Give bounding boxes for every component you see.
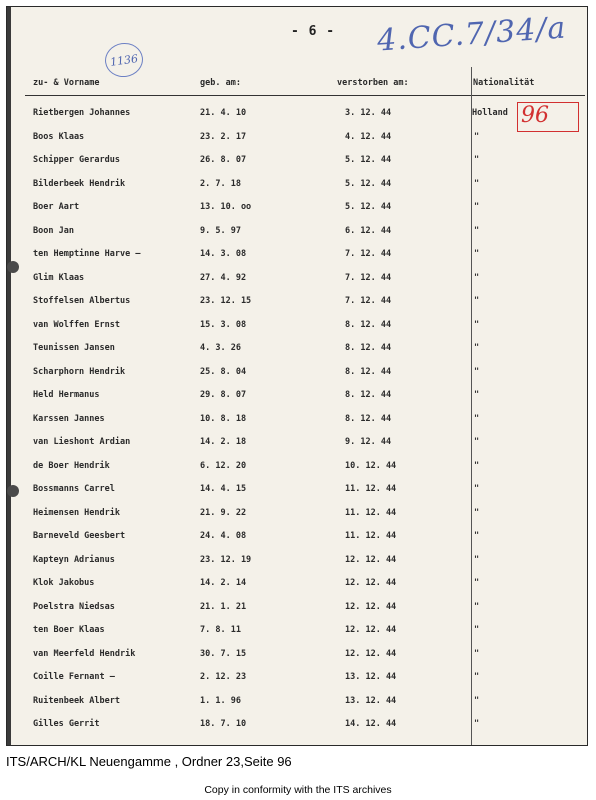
table-row [7, 343, 588, 359]
cell-died: 11. 12. 44 [345, 484, 397, 494]
table-row [7, 672, 588, 688]
cell-name: Schipper Gerardus [33, 155, 120, 165]
cell-died: 3. 12. 44 [345, 108, 392, 118]
table-row [7, 578, 588, 594]
cell-nationality: " [474, 272, 480, 283]
cell-born: 29. 8. 07 [200, 390, 247, 400]
cell-died: 12. 12. 44 [345, 578, 397, 588]
table-row [7, 508, 588, 524]
cell-born: 21. 9. 22 [200, 507, 247, 518]
header-born: geb. am: [200, 78, 241, 88]
cell-name: van Wolffen Ernst [33, 319, 120, 330]
cell-born: 1. 1. 96 [200, 695, 241, 706]
cell-name: Boon Jan [33, 225, 74, 236]
cell-name: Coille Fernant — [33, 672, 115, 682]
table-row [7, 461, 588, 477]
cell-nationality: " [474, 507, 480, 518]
cell-born: 14. 2. 14 [200, 578, 247, 588]
cell-name: Boer Aart [33, 202, 80, 212]
cell-born: 14. 4. 15 [200, 484, 247, 494]
table-row [7, 484, 588, 500]
cell-name: van Meerfeld Hendrik [33, 648, 136, 659]
cell-died: 8. 12. 44 [345, 390, 392, 400]
cell-born: 23. 2. 17 [200, 131, 247, 142]
cell-nationality: " [474, 131, 480, 142]
table-row [7, 625, 588, 641]
cell-born: 26. 8. 07 [200, 155, 247, 165]
cell-name: Poelstra Niedsas [33, 601, 115, 612]
cell-nationality: " [474, 249, 480, 259]
handwritten-reference: 4.CC.7/34/a [376, 10, 568, 59]
cell-died: 7. 12. 44 [345, 249, 392, 259]
cell-born: 4. 3. 26 [200, 343, 241, 353]
cell-born: 6. 12. 20 [200, 460, 247, 471]
cell-name: Heimensen Hendrik [33, 507, 120, 518]
cell-born: 13. 10. oo [200, 202, 252, 212]
cell-nationality: " [474, 578, 480, 588]
cell-nationality: " [474, 343, 480, 353]
cell-born: 14. 3. 08 [200, 249, 247, 259]
cell-nationality: " [474, 437, 480, 447]
footer-source: ITS/ARCH/KL Neuengamme , Ordner 23,Seite 96 [6, 754, 292, 769]
cell-born: 23. 12. 19 [200, 554, 252, 565]
cell-name: Gilles Gerrit [33, 719, 100, 729]
cell-died: 13. 12. 44 [345, 695, 397, 706]
cell-nationality: " [474, 296, 480, 306]
cell-nationality: " [474, 225, 480, 236]
cell-born: 25. 8. 04 [200, 366, 247, 377]
cell-died: 9. 12. 44 [345, 437, 392, 447]
header-died: verstorben am: [337, 78, 409, 88]
cell-born: 24. 4. 08 [200, 531, 247, 541]
cell-died: 8. 12. 44 [345, 413, 392, 424]
cell-nationality: " [474, 155, 480, 165]
cell-died: 8. 12. 44 [345, 319, 392, 330]
table-row [7, 367, 588, 383]
cell-died: 7. 12. 44 [345, 296, 392, 306]
cell-died: 7. 12. 44 [345, 272, 392, 283]
cell-died: 5. 12. 44 [345, 155, 392, 165]
cell-nationality: " [474, 366, 480, 377]
cell-nationality: " [474, 202, 480, 212]
cell-died: 8. 12. 44 [345, 343, 392, 353]
table-row [7, 108, 588, 124]
cell-born: 10. 8. 18 [200, 413, 247, 424]
table-row [7, 320, 588, 336]
cell-name: Barneveld Geesbert [33, 531, 126, 541]
cell-name: Stoffelsen Albertus [33, 296, 131, 306]
cell-nationality: " [474, 460, 480, 471]
cell-born: 14. 2. 18 [200, 437, 247, 447]
cell-born: 27. 4. 92 [200, 272, 247, 283]
table-row [7, 296, 588, 312]
cell-nationality: " [474, 484, 480, 494]
cell-name: Rietbergen Johannes [33, 108, 131, 118]
cell-died: 12. 12. 44 [345, 601, 397, 612]
table-row [7, 273, 588, 289]
table-row [7, 602, 588, 618]
cell-nationality: " [474, 695, 480, 706]
cell-born: 15. 3. 08 [200, 319, 247, 330]
table-row [7, 390, 588, 406]
cell-name: ten Boer Klaas [33, 625, 105, 635]
cell-name: Glim Klaas [33, 272, 85, 283]
cell-name: Klok Jakobus [33, 578, 95, 588]
table-row [7, 555, 588, 571]
circled-number-text: 1136 [109, 51, 139, 69]
cell-died: 12. 12. 44 [345, 625, 397, 635]
table-row [7, 437, 588, 453]
cell-died: 12. 12. 44 [345, 648, 397, 659]
footer-notice: Copy in conformity with the ITS archives [204, 784, 392, 796]
cell-nationality: " [474, 719, 480, 729]
cell-born: 23. 12. 15 [200, 296, 252, 306]
cell-name: Held Hermanus [33, 390, 100, 400]
cell-name: Ruitenbeek Albert [33, 695, 120, 706]
table-row [7, 719, 588, 735]
cell-name: de Boer Hendrik [33, 460, 110, 471]
cell-name: Bilderbeek Hendrik [33, 178, 126, 189]
cell-died: 5. 12. 44 [345, 178, 392, 189]
cell-died: 13. 12. 44 [345, 672, 397, 682]
table-row [7, 531, 588, 547]
cell-born: 21. 1. 21 [200, 601, 247, 612]
table-row [7, 132, 588, 148]
header-nationality: Nationalität [473, 78, 535, 88]
cell-nationality: " [474, 413, 480, 424]
cell-nationality: Holland [472, 108, 508, 118]
cell-born: 7. 8. 11 [200, 625, 241, 635]
cell-name: ten Hemptinne Harve — [33, 249, 141, 259]
cell-name: Teunissen Jansen [33, 343, 115, 353]
cell-name: Karssen Jannes [33, 413, 105, 424]
cell-born: 9. 5. 97 [200, 225, 241, 236]
table-row [7, 249, 588, 265]
header-rule [25, 95, 585, 96]
cell-name: van Lieshont Ardian [33, 437, 131, 447]
cell-nationality: " [474, 672, 480, 682]
red-number-marking: 96 [521, 103, 549, 128]
cell-nationality: " [474, 648, 480, 659]
cell-name: Bossmanns Carrel [33, 484, 115, 494]
table-row [7, 155, 588, 171]
cell-name: Boos Klaas [33, 131, 85, 142]
cell-born: 2. 12. 23 [200, 672, 247, 682]
table-row [7, 649, 588, 665]
page-marker: - 6 - [291, 24, 336, 39]
cell-nationality: " [474, 625, 480, 635]
table-row [7, 696, 588, 712]
cell-died: 4. 12. 44 [345, 131, 392, 142]
circled-number [103, 41, 145, 80]
cell-nationality: " [474, 601, 480, 612]
cell-died: 10. 12. 44 [345, 460, 397, 471]
cell-nationality: " [474, 178, 480, 189]
table-row [7, 414, 588, 430]
cell-died: 11. 12. 44 [345, 531, 397, 541]
cell-died: 14. 12. 44 [345, 719, 397, 729]
cell-nationality: " [474, 531, 480, 541]
cell-born: 18. 7. 10 [200, 719, 247, 729]
cell-nationality: " [474, 319, 480, 330]
cell-born: 30. 7. 15 [200, 648, 247, 659]
cell-died: 11. 12. 44 [345, 507, 397, 518]
table-row [7, 202, 588, 218]
table-row [7, 226, 588, 242]
cell-died: 6. 12. 44 [345, 225, 392, 236]
cell-died: 12. 12. 44 [345, 554, 397, 565]
document-scan [6, 6, 588, 746]
cell-died: 5. 12. 44 [345, 202, 392, 212]
table-row [7, 179, 588, 195]
cell-nationality: " [474, 554, 480, 565]
cell-nationality: " [474, 390, 480, 400]
header-name: zu- & Vorname [33, 78, 100, 88]
cell-name: Kapteyn Adrianus [33, 554, 115, 565]
cell-born: 21. 4. 10 [200, 108, 247, 118]
cell-name: Scharphorn Hendrik [33, 366, 126, 377]
cell-born: 2. 7. 18 [200, 178, 241, 189]
cell-died: 8. 12. 44 [345, 366, 392, 377]
